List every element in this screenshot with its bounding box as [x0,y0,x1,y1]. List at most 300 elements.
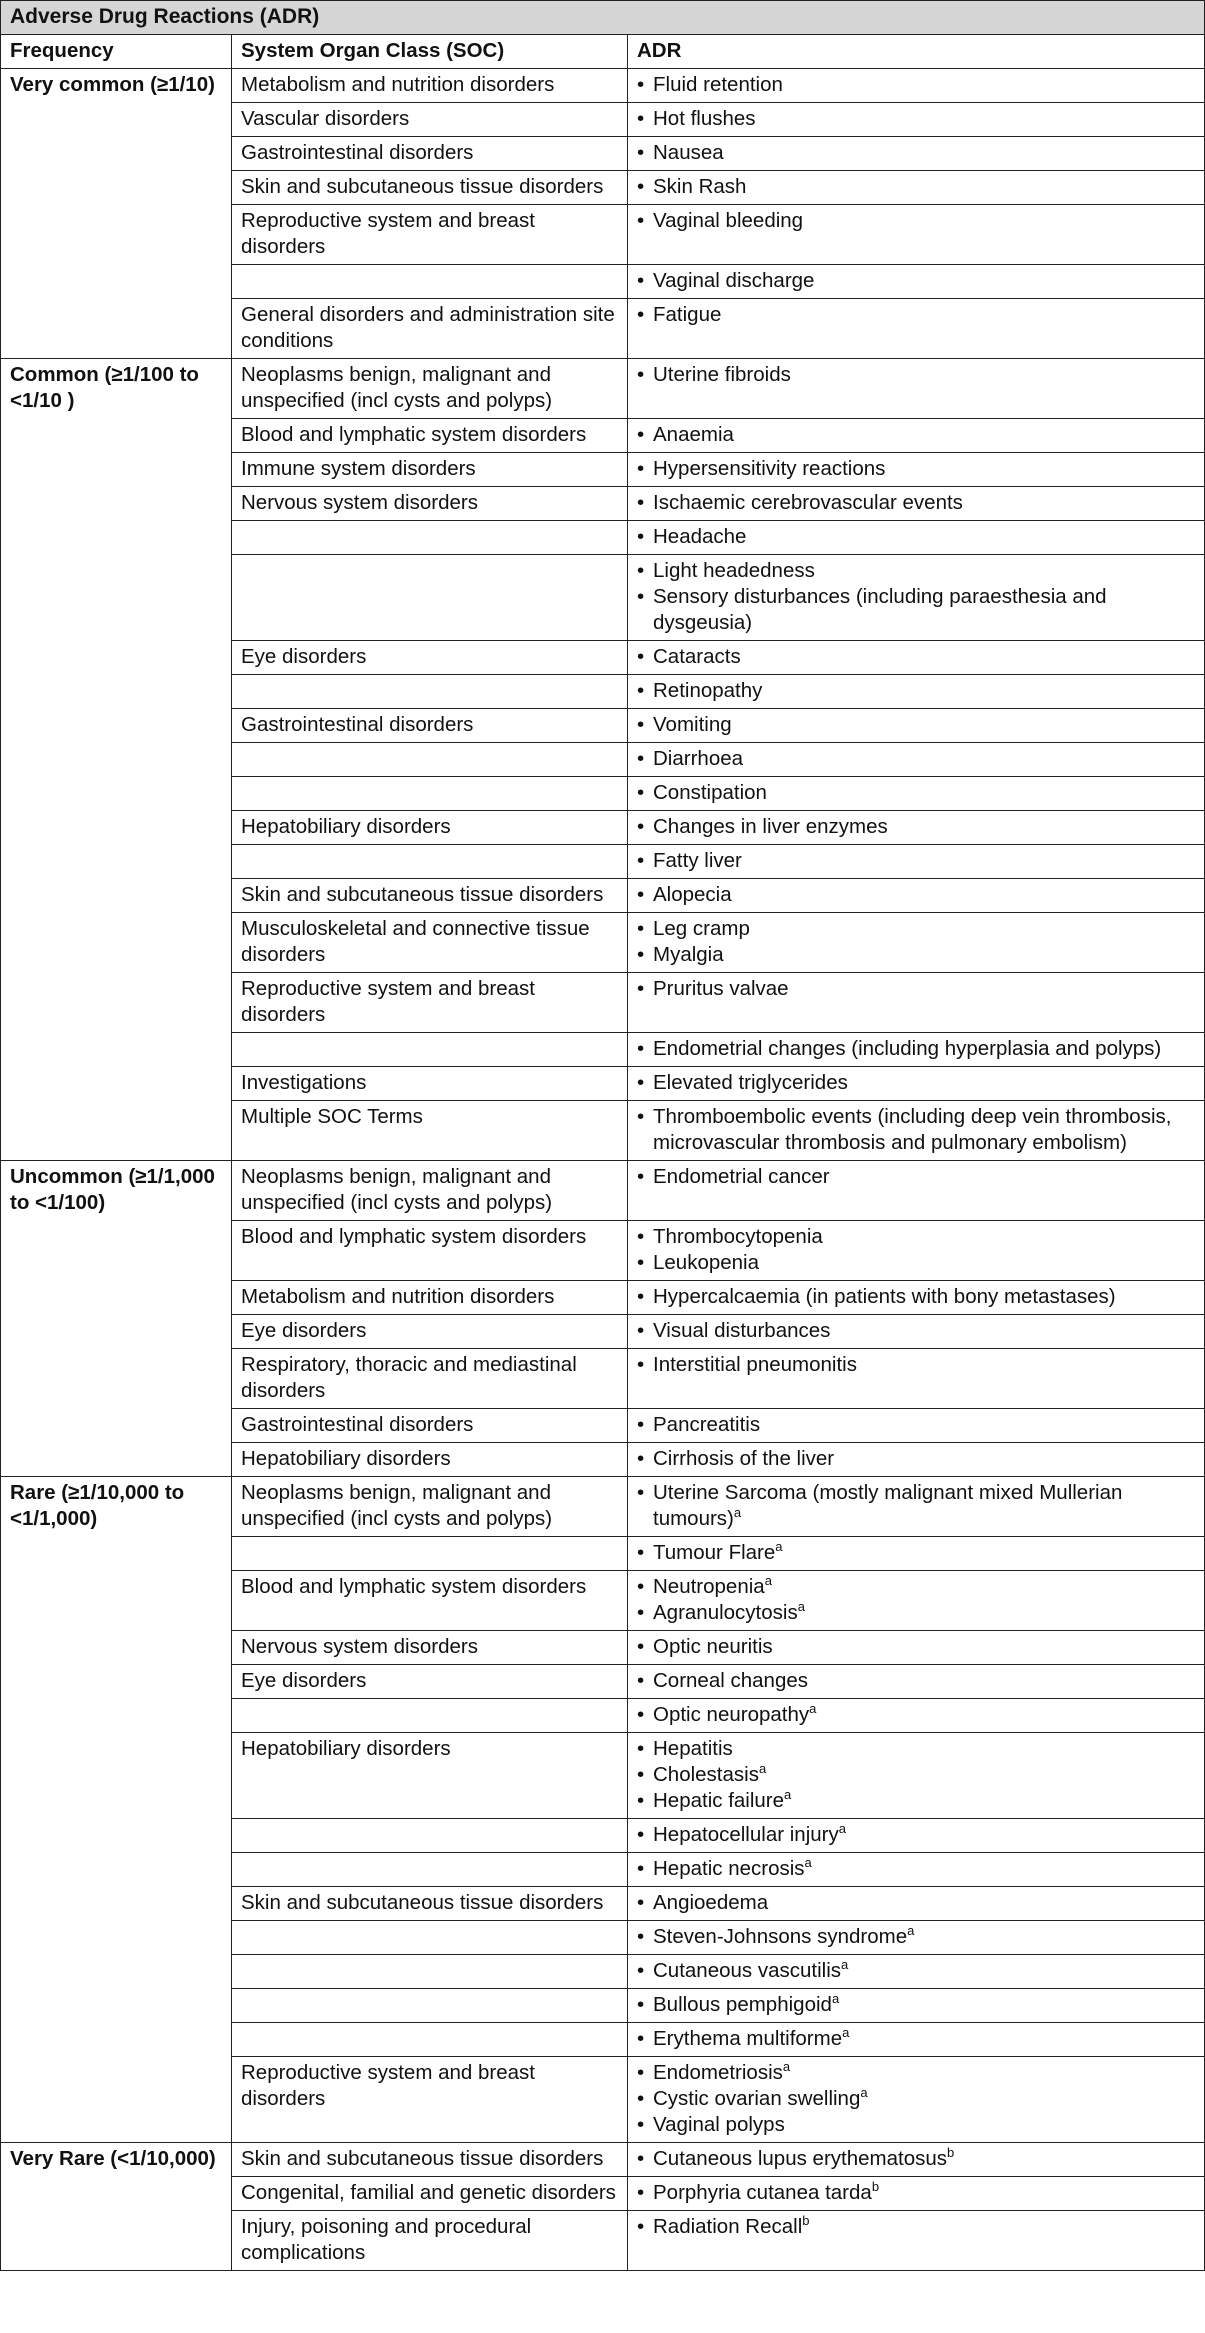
adr-text: Pruritus valvae [653,977,789,1000]
soc-cell [232,1921,628,1955]
adr-list [637,976,1195,1002]
adr-cell [628,487,1205,521]
adr-text: Fatigue [653,303,722,326]
adr-text: Anaemia [653,423,734,446]
adr-list [637,208,1195,234]
adr-text: Thromboembolic events (including deep vein thrombosis, microvascular thrombosis and pulmonary embolism) [653,1105,1172,1154]
footnote-marker: a [838,1821,846,1837]
adr-item [637,678,1195,704]
adr-cell [628,2057,1205,2143]
adr-cell [628,1989,1205,2023]
adr-item [637,268,1195,294]
adr-list [637,644,1195,670]
soc-cell: Blood and lymphatic system disorders [232,1571,628,1631]
adr-item [637,1574,1195,1600]
adr-text: Constipation [653,781,767,804]
adr-text: Cirrhosis of the liver [653,1447,835,1470]
soc-cell: Respiratory, thoracic and mediastinal disorders [232,1349,628,1409]
adr-list [637,268,1195,294]
adr-text: Endometrial cancer [653,1165,830,1188]
soc-cell: Skin and subcutaneous tissue disorders [232,1887,628,1921]
adr-text: Sensory disturbances (including paraesthesia and dysgeusia) [653,585,1107,634]
footnote-marker: a [860,2085,868,2101]
soc-cell: Metabolism and nutrition disorders [232,69,628,103]
header-frequency: Frequency [1,35,232,69]
adr-text: Hypercalcaemia (in patients with bony metastases) [653,1285,1116,1308]
table-row [1,1161,1205,1221]
soc-cell: Gastrointestinal disorders [232,1409,628,1443]
adr-list [637,1412,1195,1438]
soc-cell: Gastrointestinal disorders [232,709,628,743]
adr-text: Leukopenia [653,1251,760,1274]
table-title: Adverse Drug Reactions (ADR) [1,1,1205,35]
adr-text: Interstitial pneumonitis [653,1353,857,1376]
frequency-cell: Rare (≥1/10,000 to <1/1,000) [1,1477,232,2143]
footnote-marker: a [775,1539,783,1555]
adr-list [637,1318,1195,1344]
adr-item [637,942,1195,968]
adr-cell [628,2023,1205,2057]
adr-cell [628,675,1205,709]
adr-item [637,916,1195,942]
adr-list [637,1164,1195,1190]
adr-text: Hypersensitivity reactions [653,457,886,480]
adr-item [637,1250,1195,1276]
adr-cell [628,1733,1205,1819]
adr-cell [628,359,1205,419]
adr-cell [628,419,1205,453]
soc-cell [232,1853,628,1887]
adr-list [637,848,1195,874]
adr-text: Cataracts [653,645,741,668]
adr-cell [628,913,1205,973]
adr-text: Optic neuropathy [653,1703,810,1726]
adr-cell [628,1819,1205,1853]
adr-text: Cutaneous vascutilis [653,1959,842,1982]
soc-cell: Neoplasms benign, malignant and unspecified (incl cysts and polyps) [232,1477,628,1537]
adr-list [637,1224,1195,1276]
adr-cell [628,1315,1205,1349]
adr-item [637,2086,1195,2112]
adr-cell [628,205,1205,265]
soc-cell: Eye disorders [232,1315,628,1349]
soc-cell: Eye disorders [232,1665,628,1699]
adr-cell [628,1443,1205,1477]
adr-list [637,1540,1195,1566]
footnote-marker: a [804,1855,812,1871]
adr-cell [628,555,1205,641]
adr-cell [628,743,1205,777]
footnote-marker: a [758,1761,767,1777]
adr-cell [628,2143,1205,2177]
adr-list [637,1890,1195,1916]
soc-cell [232,743,628,777]
footnote-marker: a [842,2025,850,2041]
adr-list [637,1352,1195,1378]
adr-text: Endometrial changes (including hyperplasia and polyps) [653,1037,1162,1060]
footnote-marker: b [947,2145,955,2161]
soc-cell [232,1033,628,1067]
soc-cell: Vascular disorders [232,103,628,137]
soc-cell [232,2023,628,2057]
adr-text: Light headedness [653,559,815,582]
adr-item [637,1164,1195,1190]
adr-cell [628,1281,1205,1315]
adr-item [637,712,1195,738]
adr-item [637,106,1195,132]
adr-item [637,208,1195,234]
adr-text: Vaginal discharge [653,269,815,292]
adr-text: Vomiting [653,713,732,736]
adr-item [637,1480,1195,1532]
adr-text: Uterine Sarcoma (mostly malignant mixed Mullerian tumours) [653,1481,1123,1530]
adr-cell [628,69,1205,103]
adr-cell [628,1571,1205,1631]
adr-text: Diarrhoea [653,747,744,770]
header-soc: System Organ Class (SOC) [232,35,628,69]
adr-cell [628,103,1205,137]
adr-cell [628,1853,1205,1887]
adr-text: Leg cramp [653,917,750,940]
soc-cell [232,521,628,555]
soc-cell: Investigations [232,1067,628,1101]
adr-item [637,1540,1195,1566]
adr-list [637,422,1195,448]
adr-item [637,362,1195,388]
adr-item [637,456,1195,482]
adr-item [637,976,1195,1002]
adr-cell [628,973,1205,1033]
adr-text: Thrombocytopenia [653,1225,823,1248]
adr-item [637,1992,1195,2018]
adr-text: Hot flushes [653,107,756,130]
adr-list [637,1104,1195,1156]
adr-cell [628,1161,1205,1221]
adr-list [637,362,1195,388]
soc-cell: Reproductive system and breast disorders [232,2057,628,2143]
soc-cell: Neoplasms benign, malignant and unspecified (incl cysts and polyps) [232,1161,628,1221]
soc-cell: Reproductive system and breast disorders [232,205,628,265]
adr-item [637,1788,1195,1814]
adr-item [637,1924,1195,1950]
soc-cell: Skin and subcutaneous tissue disorders [232,2143,628,2177]
adr-cell [628,1887,1205,1921]
adr-cell [628,1067,1205,1101]
adr-text: Vaginal bleeding [653,209,804,232]
adr-list [637,1070,1195,1096]
adr-list [637,174,1195,200]
adr-item [637,1036,1195,1062]
adr-list [637,1634,1195,1660]
soc-cell: Skin and subcutaneous tissue disorders [232,171,628,205]
adr-text: Hepatocellular injury [653,1823,839,1846]
soc-cell [232,1989,628,2023]
adr-text: Nausea [653,141,724,164]
soc-cell: Musculoskeletal and connective tissue disorders [232,913,628,973]
adr-list [637,1924,1195,1950]
adr-item [637,1890,1195,1916]
soc-cell [232,675,628,709]
adr-list [637,678,1195,704]
adr-text: Fluid retention [653,73,783,96]
adr-cell [628,299,1205,359]
adr-list [637,2060,1195,2138]
adr-cell [628,1409,1205,1443]
adr-item [637,490,1195,516]
adr-item [637,1446,1195,1472]
adr-text: Visual disturbances [653,1319,831,1342]
adr-list [637,1702,1195,1728]
adr-text: Optic neuritis [653,1635,773,1658]
adr-text: Hepatitis [653,1737,733,1760]
adr-list [637,1992,1195,2018]
soc-cell [232,265,628,299]
adr-item [637,1958,1195,1984]
adr-text: Porphyria cutanea tarda [653,2181,872,2204]
soc-cell [232,555,628,641]
soc-cell: Hepatobiliary disorders [232,1443,628,1477]
table-row [1,1477,1205,1537]
adr-item [637,644,1195,670]
header-row [1,35,1205,69]
adr-cell [628,1221,1205,1281]
adr-list [637,1480,1195,1532]
adr-item [637,746,1195,772]
adr-list [637,1668,1195,1694]
soc-cell: Blood and lymphatic system disorders [232,1221,628,1281]
table-row [1,2143,1205,2177]
adr-item [637,2180,1195,2206]
adr-list [637,1036,1195,1062]
adr-cell [628,171,1205,205]
frequency-cell: Very Rare (<1/10,000) [1,2143,232,2271]
table-row [1,359,1205,419]
adr-cell [628,137,1205,171]
soc-cell: Gastrointestinal disorders [232,137,628,171]
adr-cell [628,1631,1205,1665]
adr-text: Changes in liver enzymes [653,815,888,838]
adr-list [637,1574,1195,1626]
header-adr: ADR [628,35,1205,69]
adr-list [637,1446,1195,1472]
soc-cell: Nervous system disorders [232,1631,628,1665]
adr-list [637,558,1195,636]
adr-item [637,780,1195,806]
soc-cell: Injury, poisoning and procedural complications [232,2211,628,2271]
adr-text: Elevated triglycerides [653,1071,848,1094]
adr-list [637,490,1195,516]
footnote-marker: a [733,1505,742,1521]
adr-cell [628,641,1205,675]
adr-item [637,584,1195,636]
adr-text: Hepatic necrosis [653,1857,805,1880]
adr-item [637,2026,1195,2052]
adr-list [637,2026,1195,2052]
adr-text: Neutropenia [653,1575,765,1598]
adr-item [637,1856,1195,1882]
adr-item [637,1634,1195,1660]
adr-item [637,2214,1195,2240]
adr-cell [628,2177,1205,2211]
footnote-marker: a [782,2059,791,2075]
adr-list [637,72,1195,98]
frequency-cell: Uncommon (≥1/1,000 to <1/100) [1,1161,232,1477]
table-body [1,69,1205,2271]
adr-list [637,746,1195,772]
adr-item [637,1702,1195,1728]
soc-cell [232,1819,628,1853]
adr-item [637,422,1195,448]
soc-cell: Eye disorders [232,641,628,675]
adr-item [637,2146,1195,2172]
adr-list [637,2180,1195,2206]
adr-list [637,456,1195,482]
adr-text: Tumour Flare [653,1541,776,1564]
soc-cell: Blood and lymphatic system disorders [232,419,628,453]
adr-cell [628,1349,1205,1409]
footnote-marker: a [809,1701,817,1717]
adr-text: Cutaneous lupus erythematosus [653,2147,948,2170]
adr-cell [628,1101,1205,1161]
adr-cell [628,777,1205,811]
adr-cell [628,709,1205,743]
adr-cell [628,1955,1205,1989]
adr-item [637,1668,1195,1694]
soc-cell [232,845,628,879]
footnote-marker: b [802,2213,810,2229]
adr-cell [628,2211,1205,2271]
adr-text: Agranulocytosis [653,1601,798,1624]
adr-item [637,1070,1195,1096]
adr-cell [628,879,1205,913]
soc-cell [232,1955,628,1989]
adr-text: Cholestasis [653,1763,759,1786]
adr-list [637,780,1195,806]
adr-cell [628,1033,1205,1067]
adr-item [637,72,1195,98]
adr-text: Radiation Recall [653,2215,803,2238]
adr-cell [628,1537,1205,1571]
adr-list [637,2214,1195,2240]
soc-cell [232,1537,628,1571]
adr-item [637,140,1195,166]
soc-cell: Hepatobiliary disorders [232,811,628,845]
footnote-marker: a [841,1957,849,1973]
adr-list [637,140,1195,166]
soc-cell: Multiple SOC Terms [232,1101,628,1161]
adr-text: Bullous pemphigoid [653,1993,832,2016]
adr-list [637,1958,1195,1984]
footnote-marker: a [764,1573,772,1589]
adr-list [637,106,1195,132]
adr-cell [628,265,1205,299]
adr-item [637,558,1195,584]
adr-list [637,1822,1195,1848]
adr-item [637,1412,1195,1438]
adr-text: Alopecia [653,883,732,906]
footnote-marker: a [797,1599,805,1615]
soc-cell: Neoplasms benign, malignant and unspecified (incl cysts and polyps) [232,359,628,419]
adr-text: Retinopathy [653,679,763,702]
footnote-marker: a [907,1923,915,1939]
adr-cell [628,521,1205,555]
adr-text: Cystic ovarian swelling [653,2087,861,2110]
footnote-marker: a [784,1787,792,1803]
adr-text: Ischaemic cerebrovascular events [653,491,963,514]
adr-cell [628,1665,1205,1699]
adr-text: Skin Rash [653,175,747,198]
footnote-marker: a [831,1991,840,2007]
soc-cell [232,777,628,811]
adr-item [637,1318,1195,1344]
adr-text: Erythema multiforme [653,2027,843,2050]
adr-item [637,174,1195,200]
adr-list [637,1736,1195,1814]
adr-cell [628,1699,1205,1733]
adr-cell [628,453,1205,487]
adr-list [637,712,1195,738]
adr-list [637,302,1195,328]
soc-cell: Immune system disorders [232,453,628,487]
adr-list [637,916,1195,968]
adr-text: Steven-Johnsons syndrome [653,1925,908,1948]
adr-list [637,814,1195,840]
adr-item [637,302,1195,328]
adr-cell [628,1477,1205,1537]
frequency-cell: Very common (≥1/10) [1,69,232,359]
frequency-cell: Common (≥1/100 to <1/10 ) [1,359,232,1161]
adr-text: Myalgia [653,943,724,966]
soc-cell: Congenital, familial and genetic disorders [232,2177,628,2211]
adr-item [637,1352,1195,1378]
adr-item [637,1104,1195,1156]
adr-item [637,814,1195,840]
adr-cell [628,811,1205,845]
soc-cell [232,1699,628,1733]
adr-text: Pancreatitis [653,1413,761,1436]
title-row [1,1,1205,35]
adr-text: Vaginal polyps [653,2113,785,2136]
adr-text: Uterine fibroids [653,363,791,386]
table-row [1,69,1205,103]
adr-cell [628,1921,1205,1955]
soc-cell: Skin and subcutaneous tissue disorders [232,879,628,913]
adr-item [637,1224,1195,1250]
adr-list [637,882,1195,908]
adr-item [637,2112,1195,2138]
adr-item [637,2060,1195,2086]
adr-text: Hepatic failure [653,1789,785,1812]
adr-item [637,848,1195,874]
adr-list [637,1856,1195,1882]
adr-item [637,1736,1195,1762]
adr-item [637,1822,1195,1848]
adr-item [637,1762,1195,1788]
adr-cell [628,845,1205,879]
adr-list [637,2146,1195,2172]
soc-cell: Reproductive system and breast disorders [232,973,628,1033]
soc-cell: Nervous system disorders [232,487,628,521]
adr-item [637,1284,1195,1310]
soc-cell: General disorders and administration site conditions [232,299,628,359]
adr-text: Endometriosis [653,2061,783,2084]
footnote-marker: b [871,2179,880,2195]
adr-item [637,1600,1195,1626]
adr-list [637,1284,1195,1310]
adr-text: Corneal changes [653,1669,808,1692]
adr-text: Fatty liver [653,849,742,872]
adr-item [637,882,1195,908]
